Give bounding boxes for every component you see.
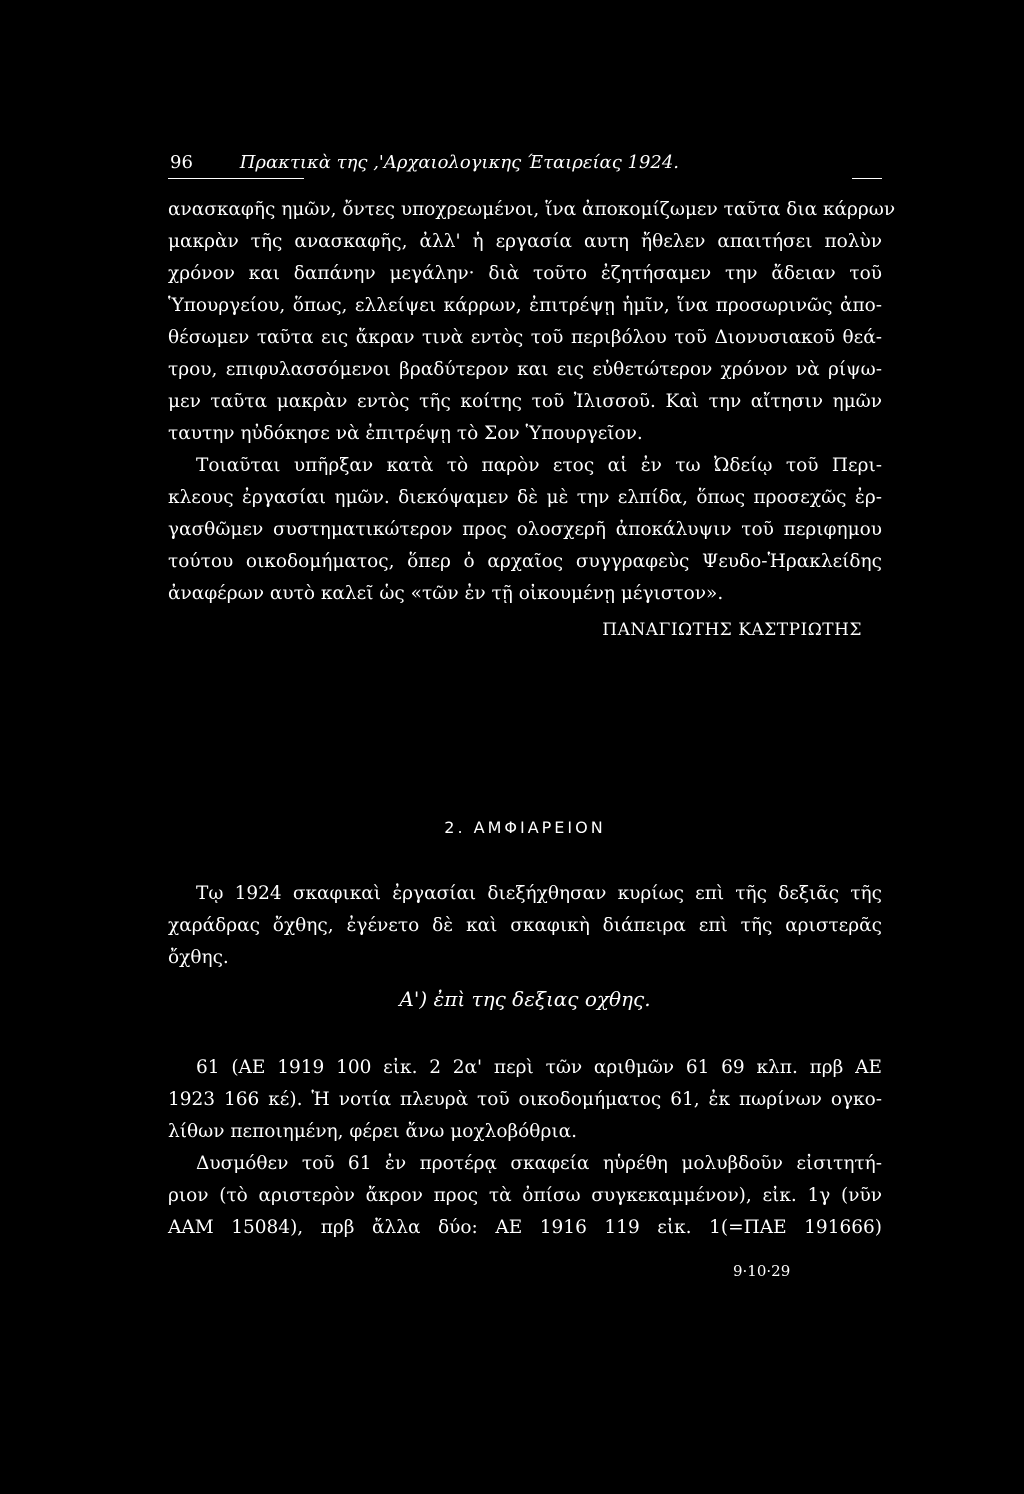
text-line: 1923 166 κέ). Ἡ νοτία πλευρὰ τοῦ οικοδομήματος 61, ἐκ πωρίνων ογκο- [168, 1089, 882, 1110]
paragraph-1 [168, 194, 896, 450]
paragraph-4 [168, 1052, 882, 1148]
paragraph-5 [168, 1148, 882, 1244]
text-line: μεν ταῦτα μακρὰν εντὸς τῆς κοίτης τοῦ Ἰλισσοῦ. Καὶ την αἴτησιν ημῶν [168, 391, 882, 412]
text-line: τρου, επιφυλασσόμενοι βραδύτερον και εις εὐθετώτερον χρόνον νὰ ρίψω- [168, 359, 882, 380]
text-line: γασθῶμεν συστηματικώτερον προς ολοσχερῆ ἀποκάλυψιν τοῦ περιφημου [168, 519, 882, 540]
text-line: ταυτην ηὐδόκησε νὰ ἐπιτρέψῃ τὸ Σον Ὑπουργεῖον. [168, 423, 643, 444]
author-name: ΠΑΝΑΓΙΩΤΗΣ ΚΑΣΤΡΙΩΤΗΣ [602, 620, 862, 640]
text-line: ανασκαφῆς ημῶν, ὄντες υποχρεωμένοι, ἵνα ἀποκομίζωμεν ταῦτα δια κάρρων [168, 199, 896, 220]
text-line: ριον (τὸ αριστερὸν ἄκρον προς τὰ ὀπίσω συγκεκαμμένον), εἰκ. 1γ (νῦν [168, 1185, 882, 1206]
running-title: Πρακτικὰ της ,'Αρχαιολογικης Έταιρείας 1924. [239, 152, 680, 173]
text-line: 61 (ΑΕ 1919 100 εἰκ. 2 2α' περὶ τῶν αριθμῶν 61 69 κλπ. πρβ ΑΕ [196, 1057, 882, 1078]
text-line: θέσωμεν ταῦτα εις ἄκραν τινὰ εντὸς τοῦ περιβόλου τοῦ Διονυσιακοῦ θεά- [168, 327, 882, 348]
subheading: Α') ἐπὶ της δεξιας οχθης. [399, 987, 651, 1011]
text-line: ὄχθης. [168, 947, 229, 968]
text-line: τούτου οικοδομήματος, ὅπερ ὁ αρχαῖος συγγραφεὺς Ψευδο-Ἡρακλείδης [168, 551, 882, 572]
text-line: λίθων πεποιημένη, φέρει ἄνω μοχλοβόθρια. [168, 1121, 577, 1142]
running-head [170, 152, 870, 173]
text-line: χαράδρας ὄχθης, ἐγένετο δὲ καὶ σκαφικὴ διάπειρα επὶ τῆς αριστερᾶς [168, 915, 882, 936]
paragraph-3 [168, 878, 882, 974]
text-line: χρόνον και δαπάνην μεγάλην· διὰ τοῦτο ἐζητήσαμεν την ἄδειαν τοῦ [168, 263, 882, 284]
text-line: ἀναφέρων αυτὸ καλεῖ ὡς «τῶν ἐν τῇ οἰκουμένῃ μέγιστον». [168, 583, 724, 604]
paragraph-2 [168, 450, 882, 610]
text-line: κλεους ἐργασίαι ημῶν. διεκόψαμεν δὲ μὲ την ελπίδα, ὅπως προσεχῶς ἐρ- [168, 487, 882, 508]
text-line: Τοιαῦται υπῆρξαν κατὰ τὸ παρὸν ετος αἱ ἐν τω Ὠδείῳ τοῦ Περι- [196, 455, 882, 476]
text-line: μακρὰν τῆς ανασκαφῆς, ἀλλ' ἡ εργασία αυτη ἤθελεν απαιτήσει πολὺν [168, 231, 882, 252]
text-line: Τῳ 1924 σκαφικαὶ ἐργασίαι διεξήχθησαν κυρίως επὶ τῆς δεξιᾶς τῆς [196, 883, 882, 904]
text-line: Δυσμόθεν τοῦ 61 ἐν προτέρᾳ σκαφεία ηὑρέθη μολυβδοῦν εἰσιτητή- [196, 1153, 882, 1174]
author-signature [168, 620, 882, 640]
header-rule-left [168, 178, 304, 179]
text-line: Ὑπουργείου, ὅπως, ελλείψει κάρρων, ἐπιτρέψῃ ἡμῖν, ἵνα προσωρινῶς ἀπο- [168, 295, 882, 316]
page-number: 96 [170, 152, 193, 173]
section-title: 2. ΑΜΦΙΑΡΕΙΟΝ [444, 818, 606, 837]
signature-mark: 9·10·29 [733, 1262, 791, 1280]
header-rule-right [852, 178, 882, 179]
text-line: ΑΑΜ 15084), πρβ ἄλλα δύο: ΑΕ 1916 119 εἰκ. 1(=ΠΑΕ 191666) [168, 1217, 882, 1238]
